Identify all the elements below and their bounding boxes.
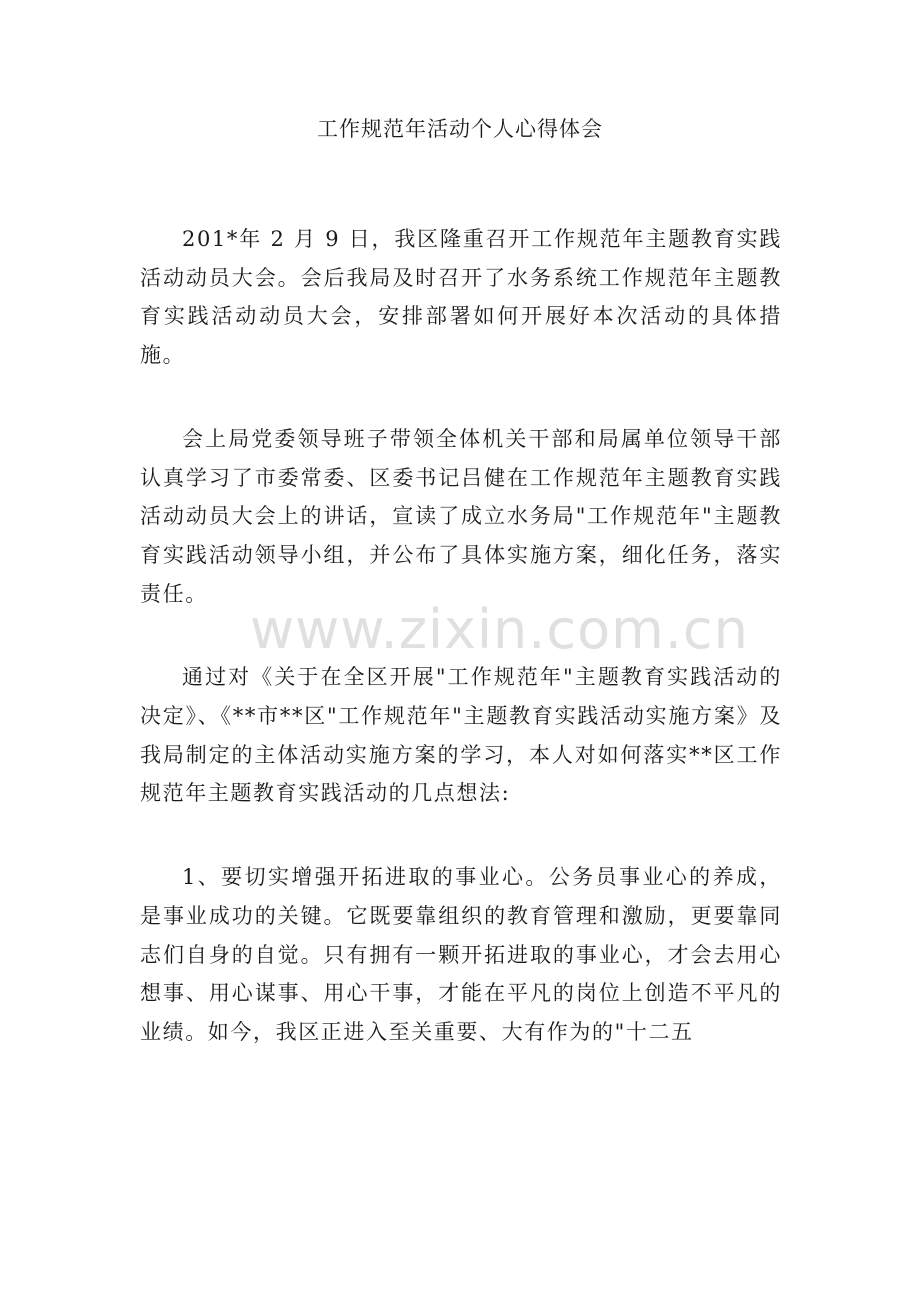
- document-title: 工作规范年活动个人心得体会: [317, 117, 603, 141]
- watermark: www.zixin.com.cn: [250, 598, 749, 661]
- paragraph-2: 会上局党委领导班子带领全体机关干部和局属单位领导干部认真学习了市委常委、区委书记吕健在工作规范年主题教育实践活动动员大会上的讲话，宣读了成立水务局"工作规范年"主题教育实践活动领导小组，并公布了具体实施方案，细化任务，落实责任。: [140, 426, 782, 606]
- paragraph-3: 通过对《关于在全区开展"工作规范年"主题教育实践活动的决定》、《**市**区"工作规范年"主题教育实践活动实施方案》及我局制定的主体活动实施方案的学习，本人对如何落实**区工作规范年主题教育实践活动的几点想法:: [140, 665, 783, 806]
- paragraph-4: 1、要切实增强开拓进取的事业心。公务员事业心的养成，是事业成功的关键。它既要靠组织的教育管理和激励，更要靠同志们自身的自觉。只有拥有一颗开拓进取的事业心，才会去用心想事、用心谋事、用心干事，才能在平凡的岗位上创造不平凡的业绩。如今，我区正进入至关重要、大有作为的"十二五: [140, 865, 782, 1044]
- document-body: [140, 220, 782, 1097]
- paragraph-1: 201*年 2 月 9 日，我区隆重召开工作规范年主题教育实践活动动员大会。会后我局及时召开了水务系统工作规范年主题教育实践活动动员大会，安排部署如何开展好本次活动的具体措施。: [140, 227, 782, 368]
